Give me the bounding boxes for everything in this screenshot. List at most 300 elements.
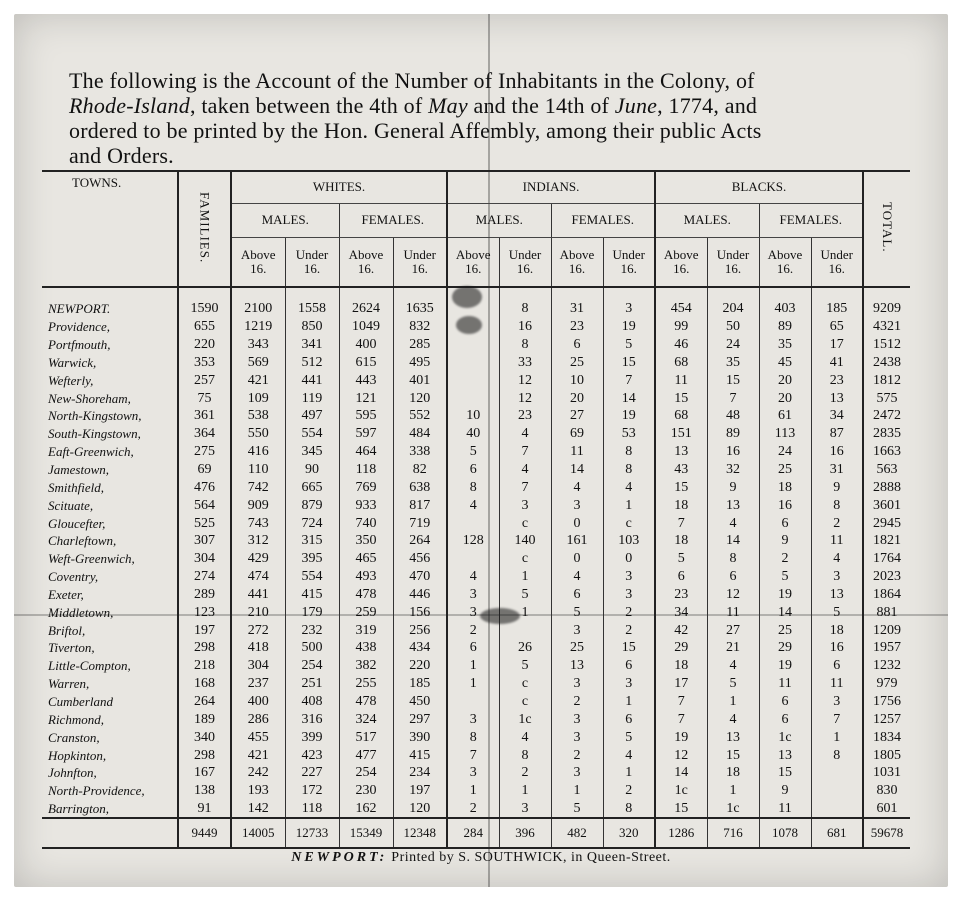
- table-cell: 881: [863, 603, 910, 621]
- town-name: Little-Compton,: [48, 658, 131, 674]
- table-cell: 14: [655, 764, 707, 782]
- table-row: [42, 621, 910, 639]
- table-cell: 237: [231, 675, 285, 693]
- table-cell: 979: [863, 675, 910, 693]
- table-cell: 14: [551, 461, 603, 479]
- table-cell: 43: [655, 461, 707, 479]
- totals-label: [42, 818, 178, 848]
- table-cell: 497: [285, 407, 339, 425]
- town-name: NEWPORT.: [48, 301, 111, 317]
- table-cell: 21: [707, 639, 759, 657]
- table-cell: 7: [655, 514, 707, 532]
- table-cell: 151: [655, 425, 707, 443]
- table-cell: 1821: [863, 532, 910, 550]
- table-cell: 259: [339, 603, 393, 621]
- town-name: Warwick,: [48, 354, 97, 370]
- table-cell: c: [499, 693, 551, 711]
- table-cell: 6: [811, 657, 863, 675]
- table-cell: 1031: [863, 764, 910, 782]
- table-cell: 20: [759, 371, 811, 389]
- table-cell: 304: [178, 550, 231, 568]
- table-cell: 257: [178, 371, 231, 389]
- table-cell: 6: [551, 586, 603, 604]
- table-cell: 454: [655, 287, 707, 318]
- table-cell: 361: [178, 407, 231, 425]
- table-cell: 408: [285, 693, 339, 711]
- table-cell: 478: [339, 693, 393, 711]
- table-cell: 16: [811, 443, 863, 461]
- table-row: [42, 800, 910, 819]
- table-cell: 316: [285, 710, 339, 728]
- table-row: [42, 675, 910, 693]
- table-cell: 41: [811, 354, 863, 372]
- town-name: South-Kingstown,: [48, 426, 141, 442]
- table-cell: 2: [603, 603, 655, 621]
- census-table: [42, 170, 910, 849]
- table-cell: 740: [339, 514, 393, 532]
- table-cell: 5: [499, 586, 551, 604]
- table-cell: 189: [178, 710, 231, 728]
- total-cell: 14005: [231, 818, 285, 848]
- table-cell: 2: [603, 621, 655, 639]
- table-cell: 50: [707, 318, 759, 336]
- table-cell: 563: [863, 461, 910, 479]
- total-cell: 12733: [285, 818, 339, 848]
- table-cell: [811, 800, 863, 819]
- table-cell: 1: [603, 764, 655, 782]
- table-cell: [447, 336, 499, 354]
- table-cell: 272: [231, 621, 285, 639]
- table-cell: 554: [285, 568, 339, 586]
- table-cell: 32: [707, 461, 759, 479]
- header-blacks-males: MALES.: [655, 203, 759, 237]
- table-cell: 312: [231, 532, 285, 550]
- table-cell: 210: [231, 603, 285, 621]
- table-cell: 275: [178, 443, 231, 461]
- table-cell: 615: [339, 354, 393, 372]
- table-cell: 1957: [863, 639, 910, 657]
- table-cell: 7: [655, 710, 707, 728]
- table-cell: 91: [178, 800, 231, 819]
- table-cell: 23: [499, 407, 551, 425]
- town-name: Coventry,: [48, 569, 99, 585]
- total-cell: 59678: [863, 818, 910, 848]
- table-cell: 2: [551, 693, 603, 711]
- total-cell: 1078: [759, 818, 811, 848]
- total-cell: 284: [447, 818, 499, 848]
- table-cell: 19: [603, 407, 655, 425]
- table-cell: 31: [551, 287, 603, 318]
- table-cell: 1: [811, 728, 863, 746]
- table-cell: 1232: [863, 657, 910, 675]
- table-cell: 185: [811, 287, 863, 318]
- table-cell: 255: [339, 675, 393, 693]
- table-cell: 4: [603, 746, 655, 764]
- table-cell: 319: [339, 621, 393, 639]
- table-cell: 234: [393, 764, 447, 782]
- table-cell: 6: [551, 336, 603, 354]
- table-cell: 232: [285, 621, 339, 639]
- table-cell: 17: [655, 675, 707, 693]
- table-cell: 1257: [863, 710, 910, 728]
- table-cell: 29: [759, 639, 811, 657]
- header-above-16: Above 16.: [447, 237, 499, 287]
- table-cell: 242: [231, 764, 285, 782]
- table-cell: 48: [707, 407, 759, 425]
- table-cell: 478: [339, 586, 393, 604]
- table-cell: 3601: [863, 496, 910, 514]
- table-cell: 286: [231, 710, 285, 728]
- table-cell: 400: [231, 693, 285, 711]
- table-cell: 7: [447, 746, 499, 764]
- table-cell: 2: [759, 550, 811, 568]
- table-cell: 742: [231, 478, 285, 496]
- table-cell: 289: [178, 586, 231, 604]
- table-cell: 1635: [393, 287, 447, 318]
- table-cell: 8: [447, 728, 499, 746]
- table-cell: 345: [285, 443, 339, 461]
- table-row: [42, 443, 910, 461]
- table-cell: 832: [393, 318, 447, 336]
- table-cell: [447, 693, 499, 711]
- table-cell: 31: [811, 461, 863, 479]
- header-under-16: Under 16.: [811, 237, 863, 287]
- table-cell: 3: [551, 728, 603, 746]
- header-whites-females: FEMALES.: [339, 203, 447, 237]
- document-title: [69, 68, 939, 168]
- table-cell: 5: [707, 675, 759, 693]
- table-cell: 484: [393, 425, 447, 443]
- table-cell: 26: [499, 639, 551, 657]
- table-cell: 9: [759, 532, 811, 550]
- table-cell: 493: [339, 568, 393, 586]
- table-cell: 4: [707, 514, 759, 532]
- table-cell: 474: [231, 568, 285, 586]
- table-cell: 5: [603, 336, 655, 354]
- table-cell: 7: [499, 478, 551, 496]
- table-cell: 2835: [863, 425, 910, 443]
- table-cell: 8: [603, 443, 655, 461]
- table-cell: 341: [285, 336, 339, 354]
- table-cell: 193: [231, 782, 285, 800]
- table-cell: 118: [285, 800, 339, 819]
- table-cell: 1049: [339, 318, 393, 336]
- table-cell: 4: [603, 478, 655, 496]
- title-line-3: ordered to be printed by the Hon. General Affembly, among their public Acts: [69, 118, 762, 143]
- table-cell: 525: [178, 514, 231, 532]
- header-under-16: Under 16.: [393, 237, 447, 287]
- table-cell: 3: [551, 764, 603, 782]
- table-cell: 3: [551, 710, 603, 728]
- total-cell: 15349: [339, 818, 393, 848]
- table-cell: [447, 389, 499, 407]
- table-row: [42, 693, 910, 711]
- table-cell: 18: [759, 478, 811, 496]
- table-cell: 2: [811, 514, 863, 532]
- table-cell: [811, 764, 863, 782]
- table-cell: 315: [285, 532, 339, 550]
- header-under-16: Under 16.: [285, 237, 339, 287]
- table-cell: 6: [655, 568, 707, 586]
- town-name: Richmond,: [48, 711, 104, 727]
- table-cell: [499, 621, 551, 639]
- table-row: [42, 782, 910, 800]
- table-cell: 16: [499, 318, 551, 336]
- town-name: Middletown,: [48, 604, 114, 620]
- table-cell: 140: [499, 532, 551, 550]
- header-towns: TOWNS.: [42, 171, 178, 287]
- table-cell: 297: [393, 710, 447, 728]
- table-cell: 254: [285, 657, 339, 675]
- table-cell: 3: [551, 675, 603, 693]
- table-cell: 769: [339, 478, 393, 496]
- table-cell: 665: [285, 478, 339, 496]
- table-row: [42, 568, 910, 586]
- table-cell: 5: [499, 657, 551, 675]
- table-cell: 23: [551, 318, 603, 336]
- table-cell: 5: [603, 728, 655, 746]
- table-cell: 20: [551, 389, 603, 407]
- table-cell: 227: [285, 764, 339, 782]
- table-cell: 3: [499, 800, 551, 819]
- town-name: Eaft-Greenwich,: [48, 444, 134, 460]
- table-cell: 298: [178, 639, 231, 657]
- table-cell: 197: [178, 621, 231, 639]
- table-cell: 350: [339, 532, 393, 550]
- header-total: TOTAL.: [863, 171, 910, 287]
- table-cell: 12: [655, 746, 707, 764]
- table-cell: 11: [707, 603, 759, 621]
- table-cell: 25: [551, 639, 603, 657]
- table-cell: 197: [393, 782, 447, 800]
- table-cell: 8: [603, 800, 655, 819]
- table-cell: 18: [707, 764, 759, 782]
- table-cell: 15: [759, 764, 811, 782]
- header-above-16: Above 16.: [551, 237, 603, 287]
- table-cell: 15: [655, 800, 707, 819]
- table-cell: 4321: [863, 318, 910, 336]
- table-cell: 418: [231, 639, 285, 657]
- table-cell: 9: [759, 782, 811, 800]
- table-cell: 34: [811, 407, 863, 425]
- table-cell: 11: [551, 443, 603, 461]
- table-cell: 1864: [863, 586, 910, 604]
- table-cell: 1812: [863, 371, 910, 389]
- table-cell: 12: [499, 389, 551, 407]
- table-cell: 1: [447, 675, 499, 693]
- table-row: [42, 550, 910, 568]
- table-cell: 4: [707, 710, 759, 728]
- table-cell: 23: [811, 371, 863, 389]
- total-cell: 1286: [655, 818, 707, 848]
- total-cell: 12348: [393, 818, 447, 848]
- table-cell: 123: [178, 603, 231, 621]
- table-row: [42, 354, 910, 372]
- table-cell: 109: [231, 389, 285, 407]
- table-cell: 0: [551, 514, 603, 532]
- table-cell: 2945: [863, 514, 910, 532]
- table-cell: 34: [655, 603, 707, 621]
- town-name: Providence,: [48, 319, 110, 335]
- table-cell: 719: [393, 514, 447, 532]
- table-cell: 179: [285, 603, 339, 621]
- table-cell: 1219: [231, 318, 285, 336]
- table-cell: 220: [393, 657, 447, 675]
- table-cell: 933: [339, 496, 393, 514]
- table-cell: 353: [178, 354, 231, 372]
- table-cell: 68: [655, 354, 707, 372]
- table-cell: 6: [603, 657, 655, 675]
- table-cell: 68: [655, 407, 707, 425]
- table-cell: 1c: [499, 710, 551, 728]
- table-cell: 264: [178, 693, 231, 711]
- table-cell: 909: [231, 496, 285, 514]
- table-cell: 5: [551, 800, 603, 819]
- table-cell: 8: [811, 746, 863, 764]
- table-cell: 220: [178, 336, 231, 354]
- table-cell: 35: [707, 354, 759, 372]
- table-cell: 421: [231, 746, 285, 764]
- table-cell: 13: [707, 496, 759, 514]
- town-name: Briftol,: [48, 622, 86, 638]
- table-cell: 446: [393, 586, 447, 604]
- table-cell: 118: [339, 461, 393, 479]
- table-cell: 45: [759, 354, 811, 372]
- town-name: Portfmouth,: [48, 337, 111, 353]
- table-row: [42, 336, 910, 354]
- table-cell: 167: [178, 764, 231, 782]
- town-name: Gloucefter,: [48, 515, 106, 531]
- census-body: [42, 287, 910, 818]
- table-cell: [811, 782, 863, 800]
- table-cell: 6: [707, 568, 759, 586]
- table-row: [42, 710, 910, 728]
- total-cell: 320: [603, 818, 655, 848]
- table-row: [42, 389, 910, 407]
- table-cell: 1: [707, 782, 759, 800]
- town-name: Cranston,: [48, 729, 100, 745]
- table-cell: 3: [447, 764, 499, 782]
- table-cell: 2: [499, 764, 551, 782]
- table-cell: 27: [551, 407, 603, 425]
- table-cell: 429: [231, 550, 285, 568]
- table-cell: 438: [339, 639, 393, 657]
- table-cell: 390: [393, 728, 447, 746]
- table-row: [42, 764, 910, 782]
- table-cell: 476: [178, 478, 231, 496]
- printer-place: NEWPORT:: [291, 850, 388, 865]
- ink-blot: [456, 316, 482, 334]
- table-cell: 264: [393, 532, 447, 550]
- table-cell: 500: [285, 639, 339, 657]
- table-cell: 87: [811, 425, 863, 443]
- table-cell: 61: [759, 407, 811, 425]
- table-cell: 395: [285, 550, 339, 568]
- table-cell: 554: [285, 425, 339, 443]
- table-cell: 4: [551, 478, 603, 496]
- ink-blot: [480, 608, 520, 624]
- table-cell: 443: [339, 371, 393, 389]
- table-cell: 65: [811, 318, 863, 336]
- printer-text: Printed by S. SOUTHWICK, in Queen-Street.: [387, 850, 671, 865]
- table-cell: 7: [655, 693, 707, 711]
- table-cell: 90: [285, 461, 339, 479]
- table-cell: 7: [811, 710, 863, 728]
- table-cell: 8: [499, 746, 551, 764]
- table-cell: 879: [285, 496, 339, 514]
- table-cell: 16: [707, 443, 759, 461]
- table-cell: 24: [759, 443, 811, 461]
- table-cell: 434: [393, 639, 447, 657]
- table-cell: 850: [285, 318, 339, 336]
- town-name: Smithfield,: [48, 479, 104, 495]
- table-cell: 8: [707, 550, 759, 568]
- table-cell: 29: [655, 639, 707, 657]
- town-name: Warren,: [48, 676, 90, 692]
- table-cell: 89: [759, 318, 811, 336]
- table-cell: 218: [178, 657, 231, 675]
- table-cell: 142: [231, 800, 285, 819]
- table-cell: 8: [447, 478, 499, 496]
- table-cell: 4: [707, 657, 759, 675]
- title-june: June: [614, 93, 658, 118]
- table-cell: 464: [339, 443, 393, 461]
- table-cell: 1834: [863, 728, 910, 746]
- table-cell: 11: [759, 675, 811, 693]
- table-cell: 13: [811, 389, 863, 407]
- table-row: [42, 657, 910, 675]
- table-cell: 13: [811, 586, 863, 604]
- table-cell: 597: [339, 425, 393, 443]
- table-row: [42, 496, 910, 514]
- table-cell: 400: [339, 336, 393, 354]
- table-cell: 338: [393, 443, 447, 461]
- table-cell: 13: [655, 443, 707, 461]
- table-cell: 817: [393, 496, 447, 514]
- table-cell: 128: [447, 532, 499, 550]
- header-indians-females: FEMALES.: [551, 203, 655, 237]
- table-cell: 1590: [178, 287, 231, 318]
- table-cell: 1c: [759, 728, 811, 746]
- table-cell: 6: [447, 461, 499, 479]
- table-cell: 19: [759, 657, 811, 675]
- table-cell: 13: [707, 728, 759, 746]
- table-cell: 5: [811, 603, 863, 621]
- table-cell: 441: [285, 371, 339, 389]
- table-cell: 595: [339, 407, 393, 425]
- table-cell: 343: [231, 336, 285, 354]
- table-cell: 298: [178, 746, 231, 764]
- table-cell: 161: [551, 532, 603, 550]
- ink-blot: [452, 286, 482, 308]
- table-cell: 121: [339, 389, 393, 407]
- table-cell: 14: [603, 389, 655, 407]
- table-cell: 256: [393, 621, 447, 639]
- table-cell: 10: [447, 407, 499, 425]
- header-families: FAMILIES.: [178, 171, 231, 287]
- header-indians: INDIANS.: [447, 171, 655, 203]
- table-cell: 655: [178, 318, 231, 336]
- table-cell: 1558: [285, 287, 339, 318]
- table-cell: 162: [339, 800, 393, 819]
- table-cell: 2: [603, 782, 655, 800]
- table-cell: 2023: [863, 568, 910, 586]
- total-cell: 9449: [178, 818, 231, 848]
- table-cell: 53: [603, 425, 655, 443]
- table-cell: 25: [759, 461, 811, 479]
- table-cell: 7: [603, 371, 655, 389]
- table-cell: 304: [231, 657, 285, 675]
